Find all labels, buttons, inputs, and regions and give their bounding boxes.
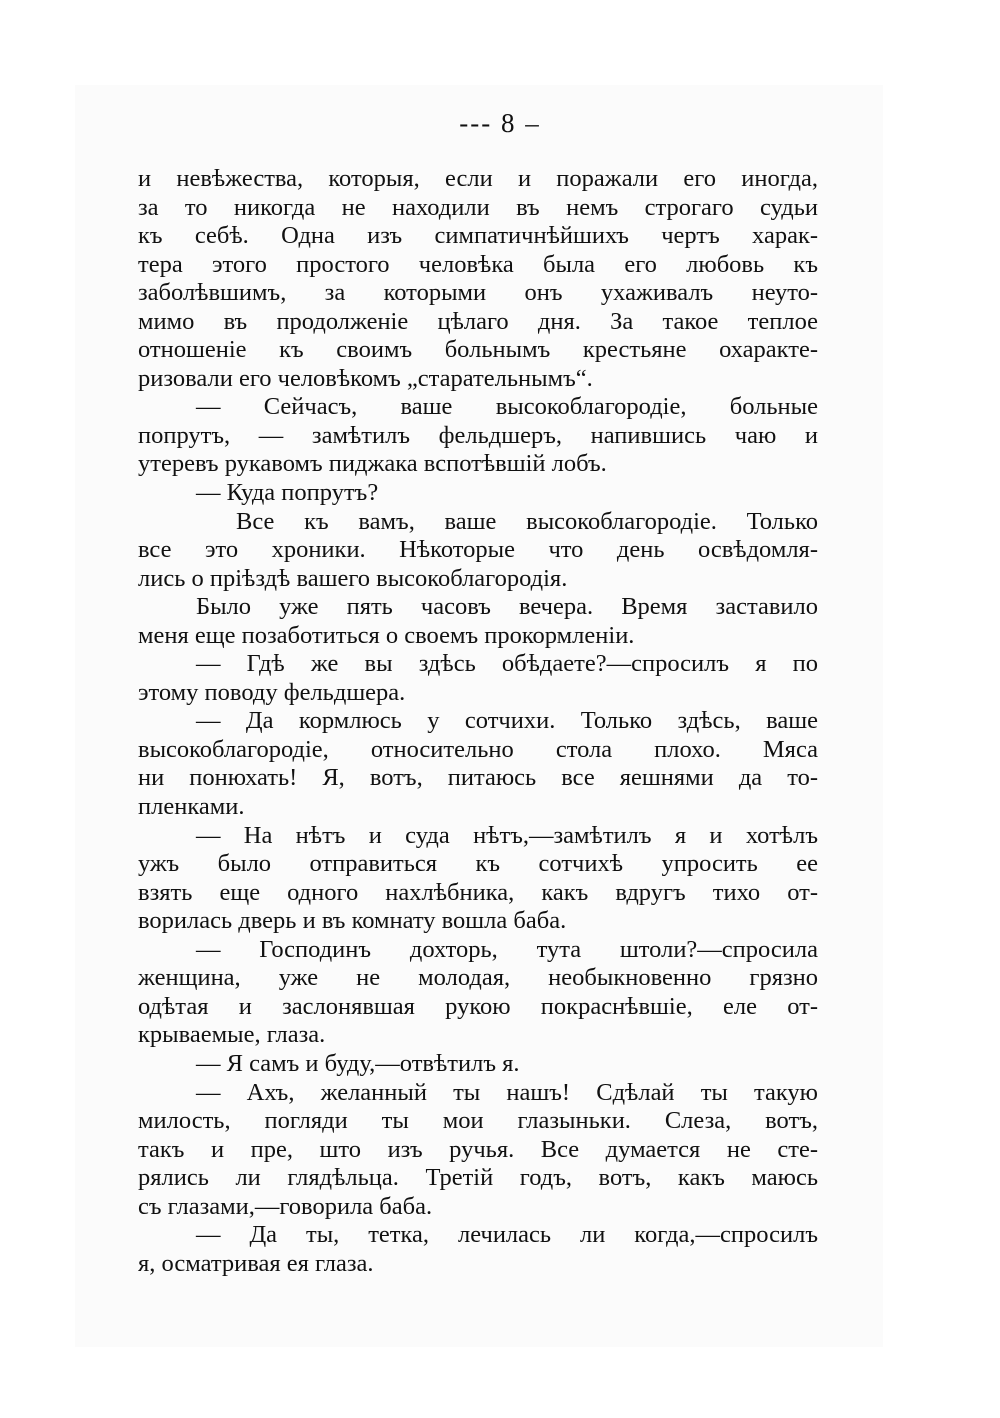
text-line: крываемые, глаза. bbox=[138, 1021, 326, 1049]
text-line: — Куда попрутъ? bbox=[196, 479, 379, 507]
text-line: лись о пріѣздѣ вашего высокоблагородія. bbox=[138, 564, 568, 592]
text-line: Все къ вамъ, ваше высокоблагородіе. Только bbox=[236, 507, 818, 535]
page-number: --- 8 – bbox=[459, 108, 541, 138]
text-line: мимо въ продолженіе цѣлаго дня. За такое теплое bbox=[138, 307, 818, 335]
text-line: за то никогда не находили въ немъ строгаго судьи bbox=[138, 193, 818, 221]
text-line: ворилась дверь и въ комнату вошла баба. bbox=[138, 907, 567, 935]
text-line: пленками. bbox=[138, 793, 245, 821]
text-line: ужъ было отправиться къ сотчихѣ упросить ее bbox=[138, 850, 818, 878]
text-line: заболѣвшимъ, за которыми онъ ухаживалъ неуто- bbox=[138, 279, 818, 307]
text-line: — Ахъ, желанный ты нашъ! Сдѣлай ты такую bbox=[196, 1078, 818, 1106]
text-line: тера этого простого человѣка была его любовь къ bbox=[138, 250, 818, 278]
text-line: женщина, уже не молодая, необыкновенно грязно bbox=[138, 964, 818, 992]
text-line: — Да кормлюсь у сотчихи. Только здѣсь, ваше bbox=[196, 707, 818, 735]
text-line: меня еще позаботиться о своемъ прокормленіи. bbox=[138, 621, 635, 649]
text-line: взять еще одного нахлѣбника, какъ вдругъ тихо от- bbox=[138, 878, 818, 906]
text-line: утеревъ рукавомъ пиджака вспотѣвшій лобъ. bbox=[138, 450, 607, 478]
text-line: — Господинъ дохторь, тута штоли?—спросила bbox=[196, 935, 818, 963]
text-line: — Сейчасъ, ваше высокоблагородіе, больные bbox=[196, 393, 818, 421]
text-line: — На нѣтъ и суда нѣтъ,—замѣтилъ я и хотѣлъ bbox=[196, 821, 818, 849]
text-line: рялись ли глядѣльца. Третій годъ, вотъ, какъ маюсь bbox=[138, 1164, 818, 1192]
text-line: этому поводу фельдшера. bbox=[138, 678, 406, 706]
text-line: такъ и пре, што изъ ручья. Все думается не сте- bbox=[138, 1135, 818, 1163]
text-line: — Да ты, тетка, лечилась ли когда,—спросилъ bbox=[196, 1221, 818, 1249]
text-line: одѣтая и заслонявшая рукою покраснѣвшіе, еле от- bbox=[138, 992, 818, 1020]
text-line: Было уже пять часовъ вечера. Время заставило bbox=[196, 593, 818, 621]
text-line: съ глазами,—говорила баба. bbox=[138, 1192, 433, 1220]
text-line: ризовали его человѣкомъ „старательнымъ“. bbox=[138, 364, 593, 392]
text-line: высокоблагородіе, относительно стола плохо. Мяса bbox=[138, 735, 818, 763]
text-line: — Я самъ и буду,—отвѣтилъ я. bbox=[196, 1049, 520, 1077]
text-line: милость, погляди ты мои глазыньки. Слеза, вотъ, bbox=[138, 1107, 818, 1135]
text-line: и невѣжества, которыя, если и поражали его иногда, bbox=[138, 165, 818, 192]
text-line: все это хроники. Нѣкоторые что день освѣдомля- bbox=[138, 536, 818, 564]
text-line: — Гдѣ же вы здѣсь обѣдаете?—спросилъ я по bbox=[196, 650, 818, 678]
text-line: отношеніе къ своимъ больнымъ крестьяне охаракте- bbox=[138, 336, 818, 364]
text-line: ни понюхать! Я, вотъ, питаюсь все яешнями да то- bbox=[138, 764, 818, 792]
text-line: попрутъ, — замѣтилъ фельдшеръ, напившись чаю и bbox=[138, 421, 818, 449]
body-text bbox=[138, 165, 818, 1278]
text-line: къ себѣ. Одна изъ симпатичнѣйшихъ чертъ харак- bbox=[138, 222, 818, 250]
text-line: я, осматривая ея глаза. bbox=[138, 1249, 374, 1277]
